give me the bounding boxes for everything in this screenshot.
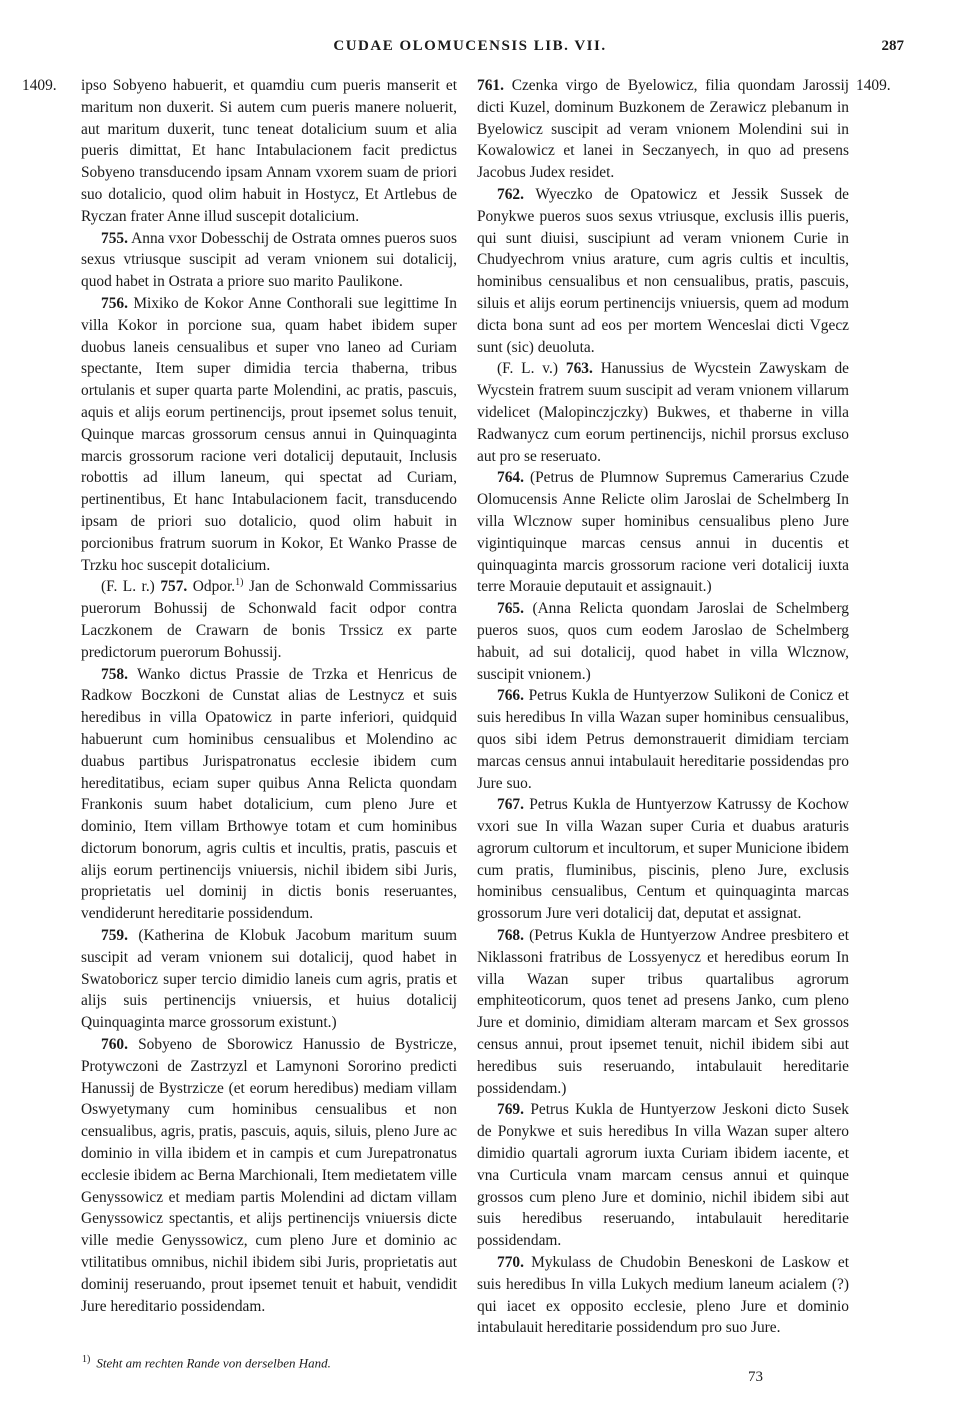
entry-text: Mykulass de Chudobin Beneskoni de Laskow et suis heredibus In villa Lukych medium laneum acialem (?) qui iacet ex opposito ecclesie, pleno Jure et dominio intabulauit hereditarie possidendum pro suo Jure. <box>477 1254 849 1337</box>
entry-text: (Petrus de Plumnow Supremus Camerarius Czude Olomucensis Anne Relicte olim Jaroslai de Schelmberg In villa Wlcznow super hominibus censualibus pleno Jure vigintiquinque marcas census annui in ducentis et quinquaginta marcis grossorum racione veri dotalicij iuxta terre Morauie deputauit et assignauit.) <box>477 469 849 596</box>
footnote <box>82 1354 682 1371</box>
entry-paragraph <box>477 1252 849 1339</box>
entry-text: Odpor. <box>192 578 236 596</box>
entry-number: 767. <box>497 796 524 814</box>
entry-paragraph <box>81 228 457 293</box>
entry-paragraph <box>477 358 849 467</box>
entry-number: 755. <box>101 229 128 247</box>
entry-folio-ref: (F. L. r.) <box>101 578 155 596</box>
entry-text: Petrus Kukla de Huntyerzow Jeskoni dicto Susek de Ponykwe et suis heredibus In villa Wazan super altero dimidio quartali agrorum iuxta Curiam ibidem iacente, et vna Curticula vnam marcam census annui et quinque grossos cum pleno Jure et dominio, nichil ibidem sibi aut suis heredibus reseruando, intabulauit hereditarie possidendam. <box>477 1101 849 1250</box>
entry-text: Petrus Kukla de Huntyerzow Sulikoni de Conicz et suis heredibus In villa Wazan super hominibus censualibus, quos sibi idem Petrus demonstrauerit dimidiam terciam marcas census annui intabulauit hereditarie possidendas pro Jure suo. <box>477 687 849 792</box>
footnote-text: Steht am rechten Rande von derselben Hand. <box>96 1355 331 1371</box>
entry-text: Wanko dictus Prassie de Trzka et Henricus de Radkow Boczkoni de Cunstat alias de Lestnycz et suis heredibus in villa Opatowicz in parte inferiori, quidquid habuerunt cum hominibus censualibus et Molendino ac duabus partibus Jurispatronatus ecclesie ibidem cum hereditatibus, eciam super quibus Anna Relicta quondam Frankonis suum habet dotalicium, cum pleno Jure et dominio, Item villam Brthowye totam et cum hominibus dictorum bonorum, agris cultis et incultis, pratis, pascuis et alijs eorum pertinencijs vniuersis, nichil ibidem sibi Juris, proprietatis uel dominij in dictis bonis reseruantes, vendiderunt hereditarie possidendum. <box>81 665 457 923</box>
entry-paragraph <box>477 184 849 358</box>
entry-paragraph <box>81 576 457 663</box>
signature-mark: 73 <box>748 1369 763 1385</box>
entry-text: Petrus Kukla de Huntyerzow Katrussy de Kochow vxori sue In villa Wazan super Curia et duabus araturis agrorum cultorum et incultorum, et super Municione ibidem cum pratis, fluminibus, piscinis, pleno Jure, exclusis hominibus censualibus, Centum et quinquaginta marcas grossorum Jure veri dotalicij dat, deputat et assignat. <box>477 796 849 923</box>
margin-year-right: 1409. <box>856 77 891 94</box>
entry-number: 760. <box>101 1036 128 1054</box>
entry-paragraph <box>81 75 457 228</box>
entry-paragraph <box>81 925 457 1034</box>
entry-number: 759. <box>101 927 128 945</box>
entry-number: 761. <box>477 77 504 94</box>
entry-text: (Petrus Kukla de Huntyerzow Andree presbitero et Niklassoni fratribus de Lossyenycz et heredibus eorum In villa Wazan super tribus quartalibus agrorum emphiteoticorum, quos tenet ad presens Janko, cum pleno Jure et dominio, dimidiam alteram marcam et Sex grossos census annui, prout ipsemet tenuit, nichil ibidem sibi aut heredibus suis reseruando, intabulauit hereditarie possidendam.) <box>477 927 849 1097</box>
entry-text-continued: Jan de Schonwald Commissarius puerorum Bohussij de Schonwald facit odpor contra Laczkonem de Crawarn de bonis Trssicz ex parte predictorum puerorum Bohussij. <box>81 578 457 661</box>
footnote-reference: 1) <box>235 577 244 589</box>
footnote-symbol: 1) <box>82 1354 91 1365</box>
entry-number: 765. <box>497 600 524 618</box>
entry-number: 769. <box>497 1101 524 1119</box>
entry-number: 758. <box>101 665 128 683</box>
entry-text: (Katherina de Klobuk Jacobum maritum suum suscipit ad veram vnionem sui dotalicij, quod habet in Swatoboricz super tercio dimidio laneis cum agris, pratis et alijs suis pertinencijs vniuersis, et huius dotalicij Quinquaginta marce grossorum existunt.) <box>81 927 457 1032</box>
entry-number: 766. <box>497 687 524 705</box>
entry-number: 762. <box>497 185 524 203</box>
entry-paragraph <box>477 925 849 1099</box>
entry-text: Sobyeno de Sborowicz Hanussio de Bystricze, Protywczoni de Zastrzyzl et Lamynoni Sororino predicti Hanussij de Bystrzicze (et eorum heredibus) mediam villam Oswyetymany cum hominibus censualibus et non censualibus, agris, pratis, pascuis, aquis, siluis, pleno Jure ac dominio in villa ibidem et in campis et cum Jurepatronatus ecclesie ibidem ac Berna Marchionali, Item medietatem ville Genyssowicz et mediam partis Molendini ad dictam villam Genyssowicz spectantis, et alijs pertinencijs vniuersis dicte ville medie Genyssowicz, cum pleno Jure et dominio ac vtilitatibus omnibus, nichil ibidem sibi Juris, proprietatis aut dominij reseruando, prout ipsemet tenuit et habuit, vendidit Jure hereditario possidendam. <box>81 1036 457 1315</box>
entry-paragraph <box>81 1034 457 1317</box>
right-column <box>477 75 849 1339</box>
entry-paragraph <box>477 1099 849 1252</box>
left-column <box>81 75 457 1317</box>
entry-text: Hanussius de Wycstein Zawyskam de Wycstein fratrem suum suscipit ad veram vnionem villarum videlicet (Malopinczjczky) Bukwes, et thaberne in villa Radwanycz cum eorum pertinencijs, nichil prorsus excluso aut pro se reseruato. <box>477 360 849 465</box>
entry-number: 764. <box>497 469 524 487</box>
entry-folio-ref: (F. L. v.) <box>497 360 558 378</box>
margin-year-left: 1409. <box>22 77 57 94</box>
entry-text: ipso Sobyeno habuerit, et quamdiu cum pueris manserit et maritum non duxerit. Si autem cum pueris manere noluerit, aut maritum duxerit, tunc teneat dotalicium suum et alia pueris dimittat, Et hanc Intabulacionem facit predictus Sobyeno transducendo ipsam Annam vxorem suam de priori suo dotalicio, quod olim habuit in Hostycz, Et Artlebus de Ryczan frater Anne illud suscepit dotalicium. <box>81 77 457 225</box>
running-head <box>0 38 960 62</box>
entry-text: Wyeczko de Opatowicz et Jessik Sussek de Ponykwe pueros suos sexus vtriusque, exclusis illis pueris, qui sunt diuisi, suscipiunt ad veram vnionem Curie in Chudyechrom vnius arature, cum agris cultis et incultis, hominibus censualibus et non censualibus, pratis, pascuis, siluis et alijs eorum pertinencijs vniuersis, quem ad modum dicta bona sunt ad eos per mortem Wenceslai dicti Vgecz sunt (sic) deuoluta. <box>477 185 850 356</box>
entry-number: 770. <box>497 1254 524 1272</box>
entry-text: Czenka virgo de Byelowicz, filia quondam Jarossij dicti Kuzel, dominum Buzkonem de Zerawicz plebanum in Byelowicz suscipit ad veram vnionem Molendini sui in Kowalowicz et lanei in Seczanyech, in quo ad presens Jacobus Judex residet. <box>477 77 849 182</box>
running-title: CUDAE OLOMUCENSIS LIB. VII. <box>333 38 607 54</box>
entry-paragraph <box>81 293 457 576</box>
entry-number: 768. <box>497 927 524 945</box>
entry-text: (Anna Relicta quondam Jaroslai de Schelmberg pueros suos, quos cum eodem Jaroslao de Schelmberg habuit, ad sui dotalicij, quod habet in villa Wlcznow, suscipit vnionem.) <box>477 600 849 683</box>
entry-paragraph <box>477 685 849 794</box>
entry-paragraph <box>477 467 849 598</box>
entry-text: Mixiko de Kokor Anne Conthorali sue legittime In villa Kokor in porcione sua, quam habet ibidem super duobus laneis censualibus et super vno laneo ad Curiam spectante, Item super dimidia tercia thaberna, tribus ortulanis et super quarta parte Molendini, ac pratis, pascuis, aquis et alijs eorum pertinencijs, prout ipsemet solus tenuit, Quinque marcas grossorum census annui in Quinquaginta marcis grossorum racione veri dotalicij deputauit, Inclusis robottis ad illum laneum, qui spectat ad Curiam, pertinentibus, Et hanc Intabulacionem facit, transducendo ipsam de priori suo dotalicio, quod olim habuit in porcionibus fratrum suorum in Kokor, Et Wanko Prasse de Trzku hoc suscepit dotalicium. <box>81 294 457 574</box>
page-number: 287 <box>881 38 904 54</box>
entry-number: 757. <box>160 578 188 596</box>
entry-text: Anna vxor Dobesschij de Ostrata omnes pueros suos sexus vtriusque suscipit ad veram vnionem sui dotalicij, quod habet in Ostrata a priore suo marito Paulikone. <box>81 229 457 291</box>
entry-paragraph <box>477 794 849 925</box>
entry-paragraph <box>81 664 457 926</box>
entry-number: 756. <box>101 294 128 312</box>
entry-paragraph <box>477 598 849 685</box>
entry-number: 763. <box>565 360 593 378</box>
entry-paragraph <box>477 75 849 184</box>
